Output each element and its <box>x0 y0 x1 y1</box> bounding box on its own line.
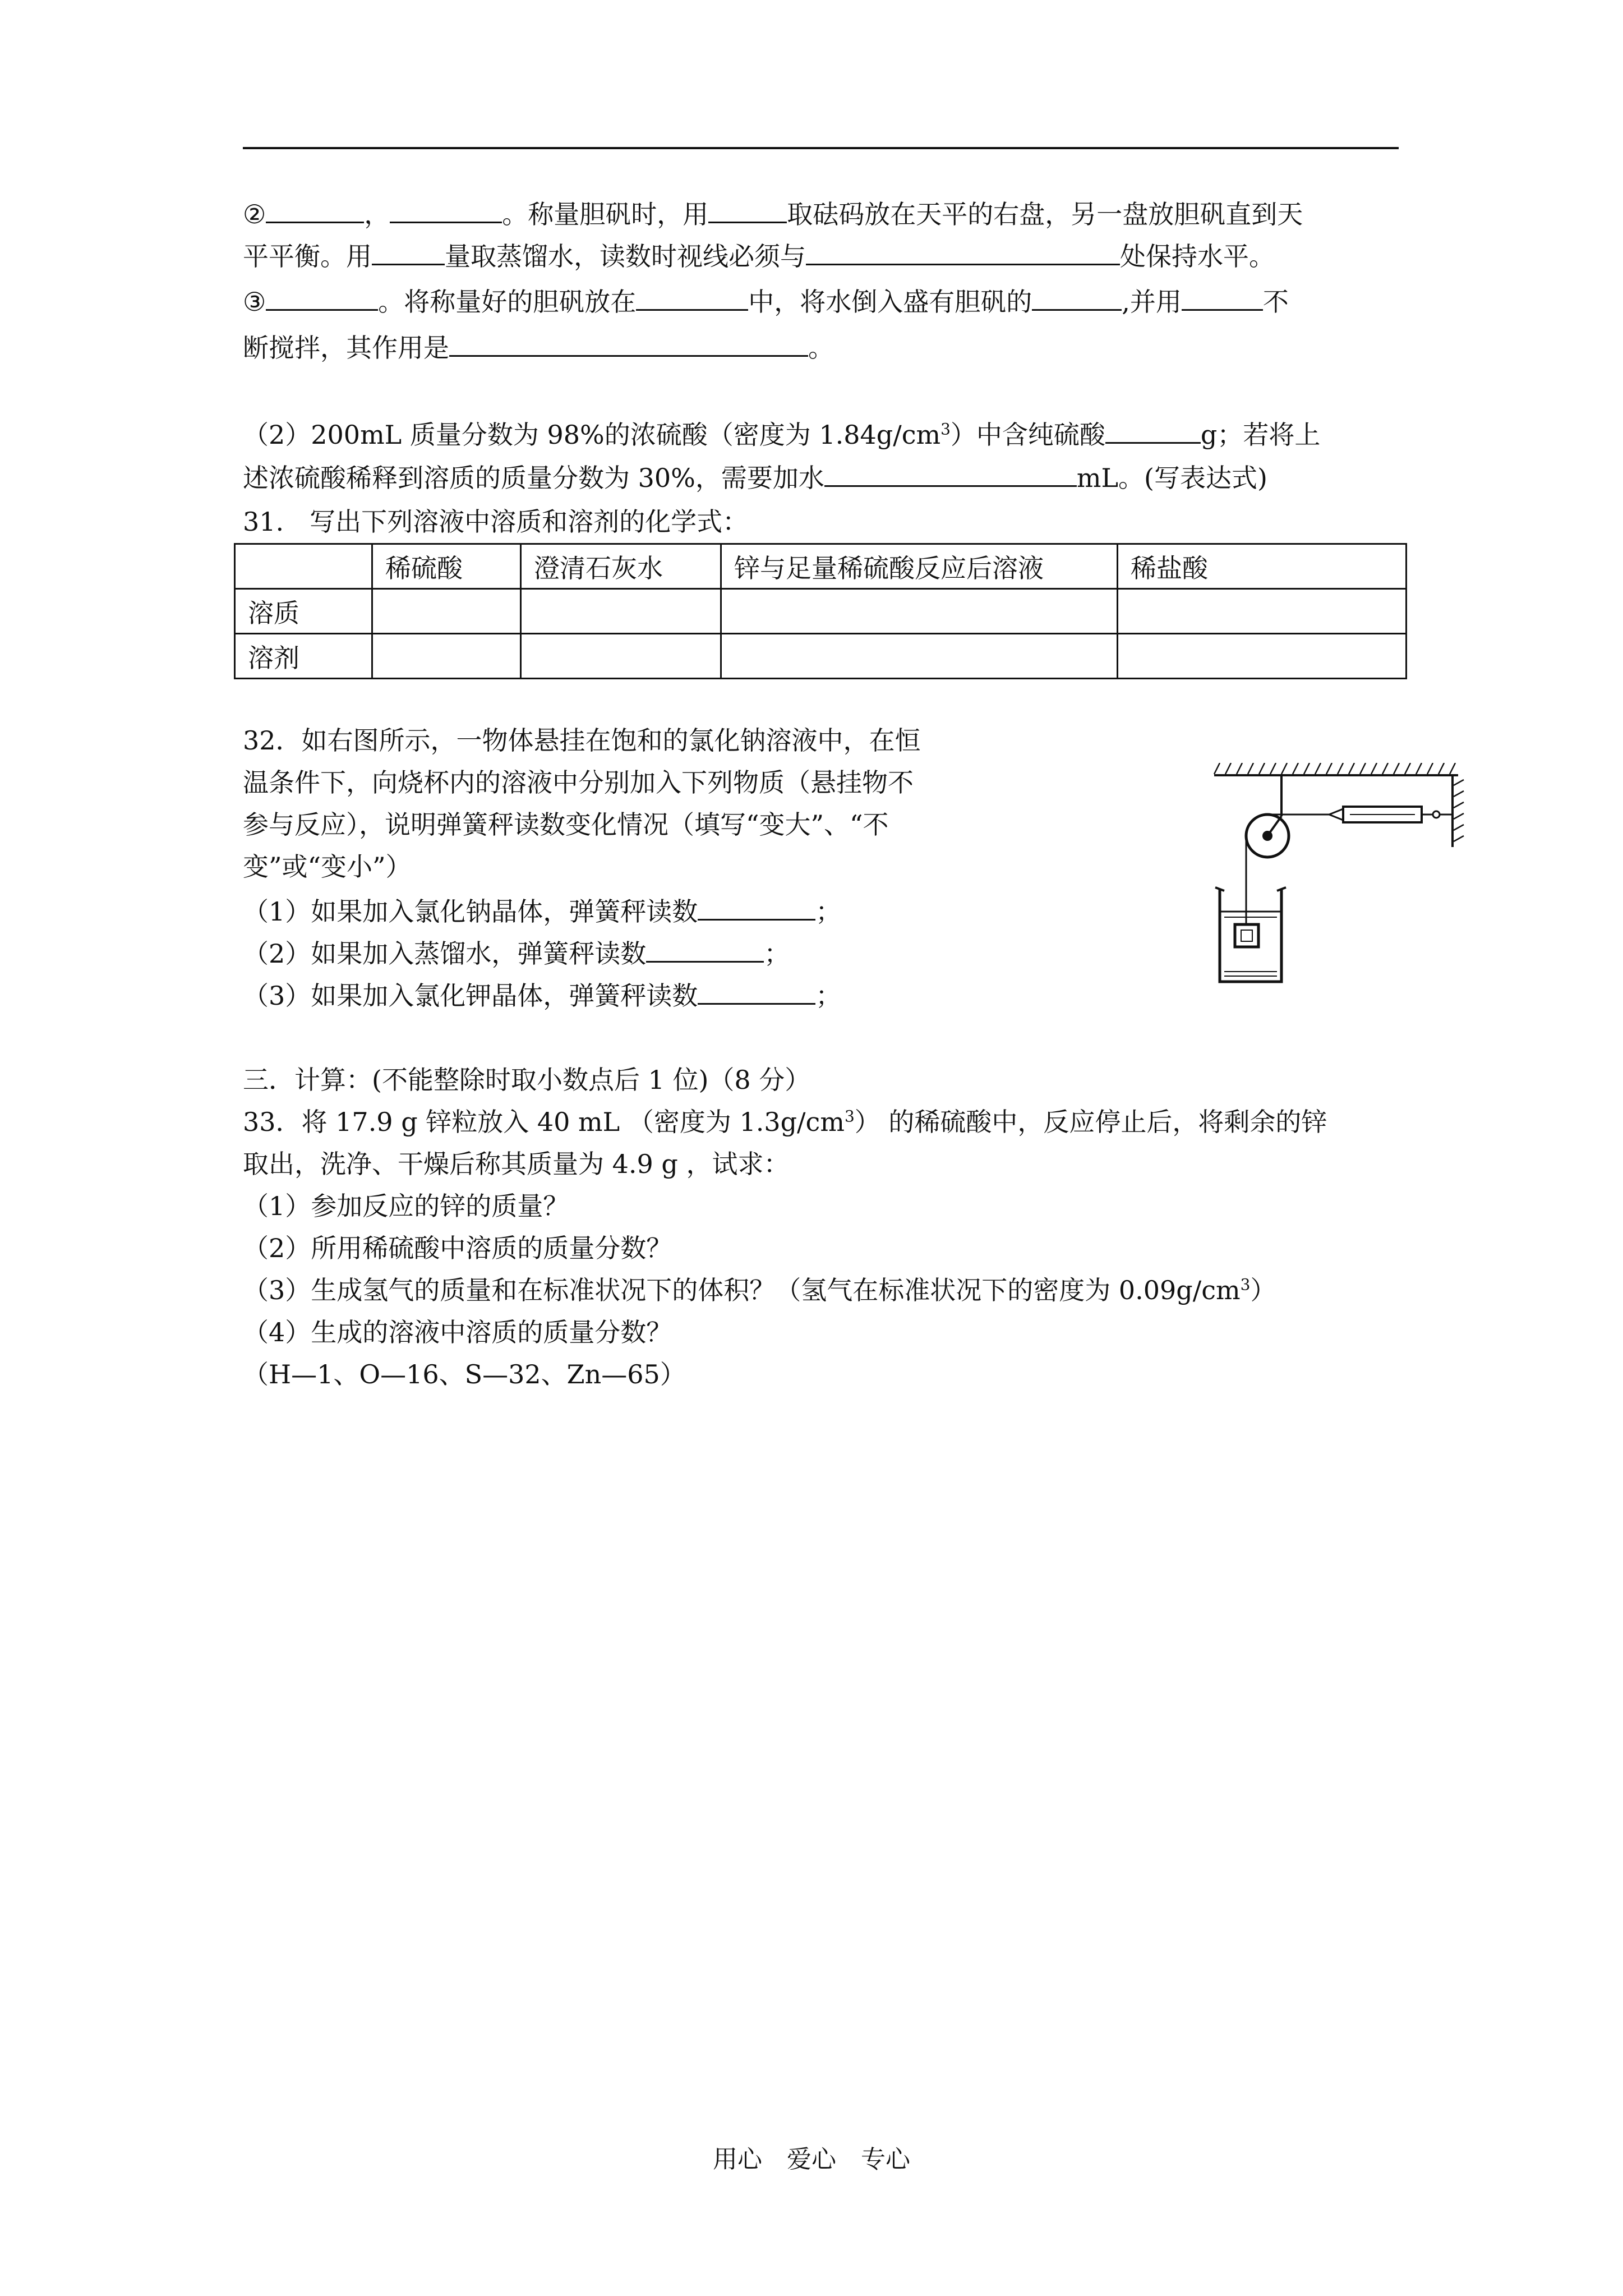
answer-blank[interactable] <box>266 198 364 223</box>
text: 量取蒸馏水，读数时视线必须与 <box>445 241 806 272</box>
text: 处保持水平。 <box>1120 241 1275 272</box>
text: g；若将上 <box>1200 420 1321 450</box>
text: 中，将水倒入盛有胆矾的 <box>748 287 1032 317</box>
q33-sub-3 <box>243 1273 1276 1307</box>
table-header-cell: 锌与足量稀硫酸反应后溶液 <box>721 544 1118 589</box>
table-row <box>235 634 1407 679</box>
solute-solvent-table <box>234 543 1407 679</box>
q32-sub-1 <box>243 895 841 928</box>
answer-blank[interactable] <box>372 240 445 265</box>
page-footer: 用心 爱心 专心 <box>713 2145 910 2174</box>
text: （4）生成的溶液中溶质的质量分数？ <box>243 1317 672 1347</box>
answer-blank[interactable] <box>636 286 748 311</box>
text: 。将称量好的胆矾放在 <box>378 287 637 317</box>
text: （2）如果加入蒸馏水，弹簧秤读数 <box>243 938 647 969</box>
q32-line-3 <box>243 808 889 841</box>
q33-sub-2 <box>243 1231 672 1265</box>
section-3-heading <box>243 1063 810 1097</box>
table-header-row <box>235 544 1407 589</box>
text: 32．如右图所示，一物体悬挂在饱和的氯化钠溶液中，在恒 <box>243 725 921 756</box>
text: 取出，洗净、干燥后称其质量为 4.9 g ，试求： <box>243 1149 790 1179</box>
text: 断搅拌，其作用是 <box>243 333 449 363</box>
q30-line-3 <box>243 285 1289 319</box>
q31-prompt <box>243 505 748 539</box>
table-cell[interactable] <box>372 634 521 679</box>
text: ） <box>1250 1275 1276 1305</box>
table-cell[interactable] <box>1118 634 1407 679</box>
q30-part2-line-1 <box>243 418 1320 452</box>
table-header-cell: 稀硫酸 <box>372 544 521 589</box>
table-cell[interactable] <box>521 589 721 634</box>
q33-sub-4 <box>243 1315 672 1349</box>
answer-blank[interactable] <box>449 332 808 357</box>
answer-blank[interactable] <box>1032 286 1122 311</box>
table-header-cell: 澄清石灰水 <box>521 544 721 589</box>
text: （2）所用稀硫酸中溶质的质量分数？ <box>243 1233 672 1263</box>
answer-blank[interactable] <box>1182 286 1263 311</box>
table-cell[interactable] <box>372 589 521 634</box>
answer-blank[interactable] <box>698 895 815 921</box>
text: 三．计算：(不能整除时取小数点后 1 位)（8 分） <box>243 1065 811 1095</box>
answer-blank[interactable] <box>266 286 378 311</box>
answer-blank[interactable] <box>698 979 815 1005</box>
q30-line-4 <box>243 331 834 365</box>
header-rule <box>243 147 1399 149</box>
text: mL。(写表达式) <box>1076 463 1267 493</box>
q32-line-2 <box>243 766 914 799</box>
text: ； <box>815 981 842 1011</box>
table-cell[interactable] <box>721 634 1118 679</box>
pulley-spring-balance-figure <box>1209 763 1469 987</box>
table-cell[interactable] <box>721 589 1118 634</box>
table-row-label: 溶质 <box>235 589 372 634</box>
q33-line-1 <box>243 1105 1327 1139</box>
answer-blank[interactable] <box>708 198 787 223</box>
q32-sub-3 <box>243 979 841 1013</box>
text: （3）如果加入氯化钾晶体，弹簧秤读数 <box>243 981 698 1011</box>
text: ,并用 <box>1122 287 1182 317</box>
table-header-cell <box>235 544 372 589</box>
text: 31. 写出下列溶液中溶质和溶剂的化学式： <box>243 507 749 537</box>
table-row-label: 溶剂 <box>235 634 372 679</box>
table-header-cell: 稀盐酸 <box>1118 544 1407 589</box>
table-row <box>235 589 1407 634</box>
text: ③ <box>243 287 266 317</box>
text: （1）参加反应的锌的质量？ <box>243 1191 569 1221</box>
text: ② <box>243 199 266 229</box>
q33-atomic-masses <box>243 1358 686 1391</box>
text: 不 <box>1262 287 1289 317</box>
q30-part2-line-2 <box>243 461 1267 495</box>
text: ）中含纯硫酸 <box>950 420 1105 450</box>
q33-sub-1 <box>243 1189 569 1223</box>
superscript: 3 <box>940 420 951 439</box>
q32-line-4 <box>243 850 412 884</box>
text: （2）200mL 质量分数为 98%的浓硫酸（密度为 1.84g/cm <box>243 420 941 450</box>
text: 述浓硫酸稀释到溶质的质量分数为 30%，需要加水 <box>243 463 824 493</box>
text: ， <box>364 199 390 229</box>
q32-line-1 <box>243 724 921 757</box>
q33-line-2 <box>243 1147 789 1181</box>
text: （H—1、O—16、S—32、Zn—65） <box>243 1359 686 1389</box>
text: ） 的稀硫酸中，反应停止后，将剩余的锌 <box>854 1107 1327 1137</box>
superscript: 3 <box>844 1107 855 1126</box>
text: ； <box>764 938 790 969</box>
text: ； <box>815 896 842 927</box>
q30-line-2 <box>243 240 1275 273</box>
answer-blank[interactable] <box>806 240 1120 265</box>
text: 参与反应），说明弹簧秤读数变化情况（填写“变大”、“不 <box>243 809 889 840</box>
table-cell[interactable] <box>521 634 721 679</box>
text: （1）如果加入氯化钠晶体，弹簧秤读数 <box>243 896 698 927</box>
answer-blank[interactable] <box>646 937 764 963</box>
superscript: 3 <box>1240 1275 1251 1294</box>
q30-line-1 <box>243 197 1303 231</box>
text: 变”或“变小”） <box>243 852 412 882</box>
text: （3）生成氢气的质量和在标准状况下的体积？（氢气在标准状况下的密度为 0.09g/cm <box>243 1275 1241 1305</box>
text: 。 <box>808 333 834 363</box>
text: 取砝码放在天平的右盘，另一盘放胆矾直到天 <box>787 199 1303 229</box>
text: 33．将 17.9 g 锌粒放入 40 mL （密度为 1.3g/cm <box>243 1107 845 1137</box>
text: 温条件下，向烧杯内的溶液中分别加入下列物质（悬挂物不 <box>243 767 914 798</box>
q32-sub-2 <box>243 937 790 970</box>
table-cell[interactable] <box>1118 589 1407 634</box>
answer-blank[interactable] <box>1105 418 1201 444</box>
text: 平平衡。用 <box>243 241 372 272</box>
answer-blank[interactable] <box>390 198 502 223</box>
text: 。称量胆矾时，用 <box>502 199 709 229</box>
answer-blank[interactable] <box>824 462 1077 487</box>
